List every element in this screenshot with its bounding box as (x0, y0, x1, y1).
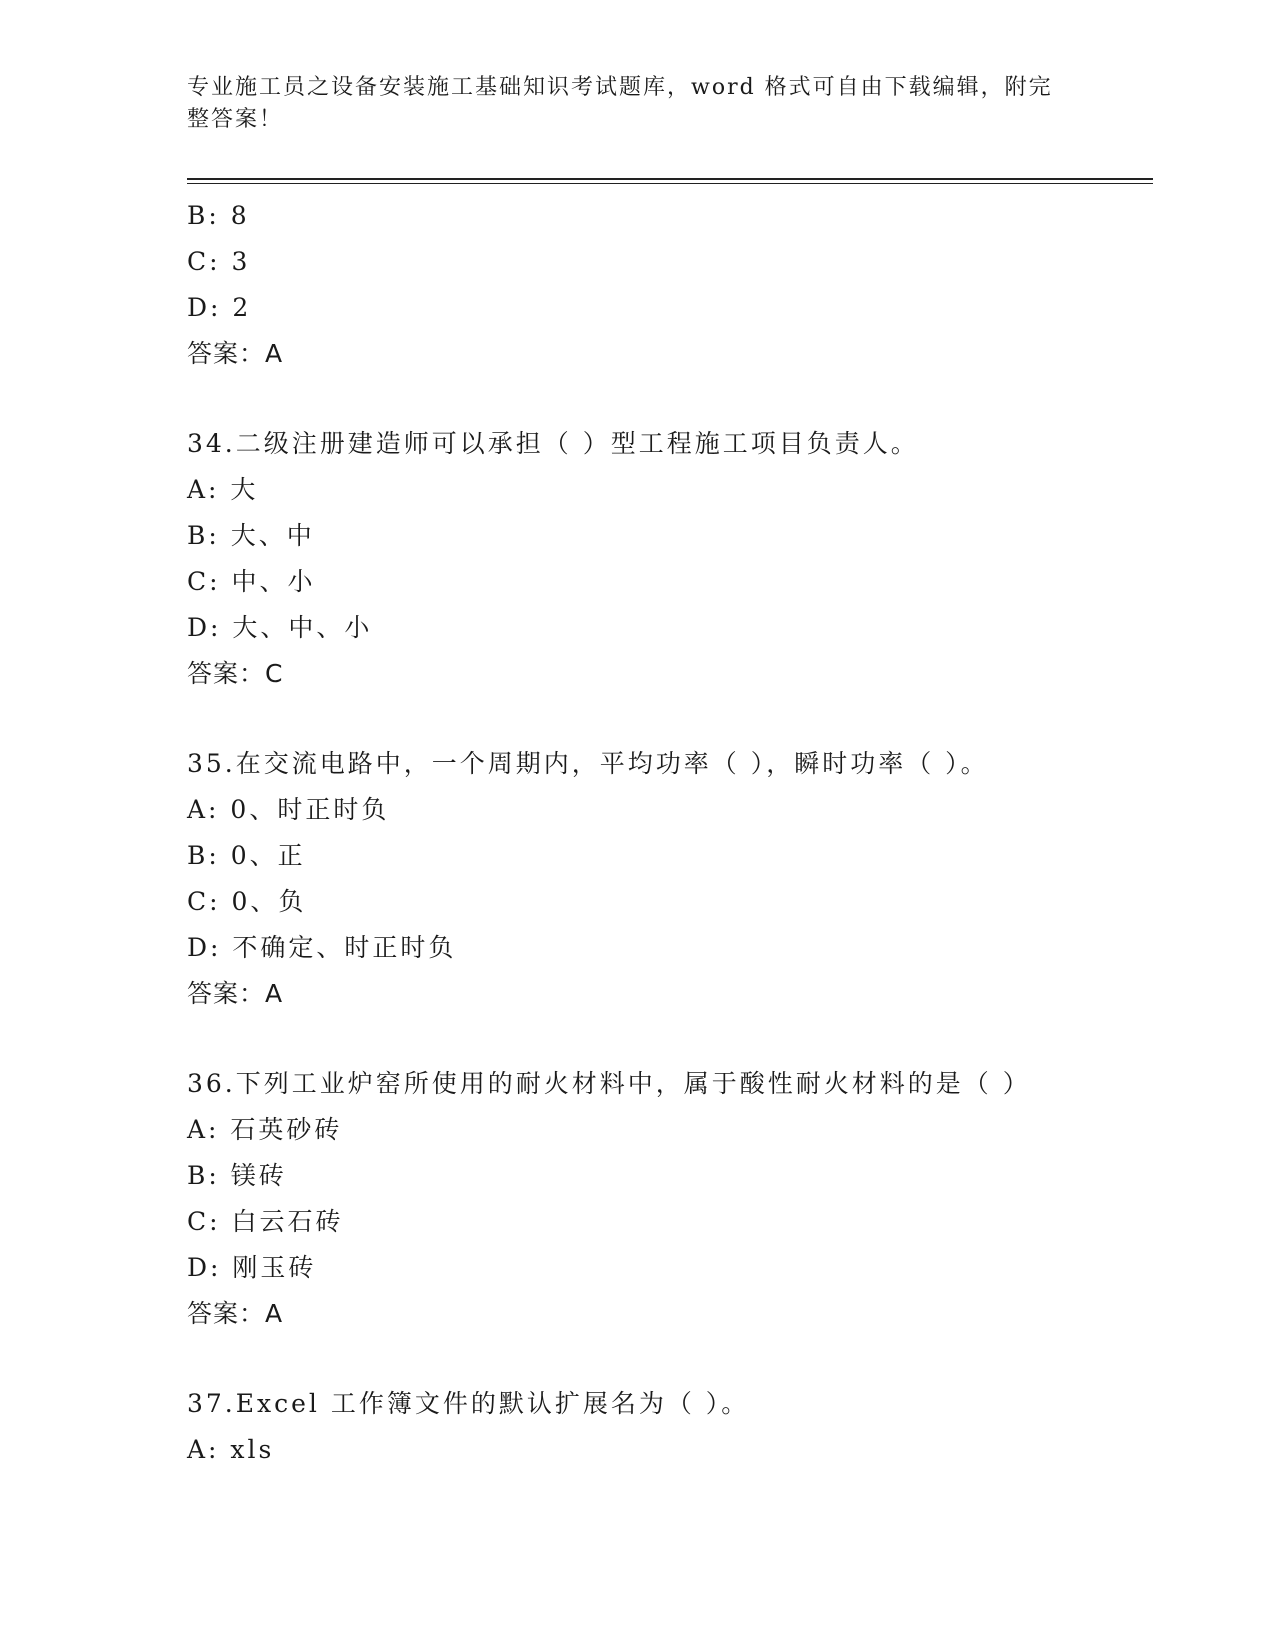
option-d: D: 2 (187, 293, 252, 322)
option-b: B: 镁砖 (187, 1161, 287, 1190)
question-stem: 35.在交流电路中，一个周期内，平均功率（ ），瞬时功率（ ）。 (187, 749, 989, 778)
question-34 (187, 421, 1153, 697)
option-a: A: 0、时正时负 (187, 795, 390, 824)
option-d: D: 不确定、时正时负 (187, 933, 457, 962)
question-stem: 34.二级注册建造师可以承担（ ）型工程施工项目负责人。 (187, 429, 919, 458)
question-35 (187, 741, 1153, 1017)
answer: 答案：A (187, 1299, 284, 1328)
question-stem: 36.下列工业炉窑所使用的耐火材料中，属于酸性耐火材料的是（ ） (187, 1069, 1031, 1098)
option-b: B: 大、中 (187, 521, 315, 550)
option-a: A: 石英砂砖 (187, 1115, 343, 1144)
option-c: C: 3 (187, 247, 251, 276)
option-b: B: 8 (187, 201, 250, 230)
option-b: B: 0、正 (187, 841, 306, 870)
question-stem: 37.Excel 工作簿文件的默认扩展名为（ ）。 (187, 1389, 750, 1418)
question-33 (187, 193, 1153, 377)
question-37 (187, 1381, 1153, 1473)
option-a: A: xls (187, 1435, 275, 1464)
option-d: D: 刚玉砖 (187, 1253, 317, 1282)
option-c: C: 白云石砖 (187, 1207, 344, 1236)
header-rule-thick (187, 178, 1153, 180)
answer: 答案：A (187, 979, 284, 1008)
answer: 答案：A (187, 339, 284, 368)
header-rule-thin (187, 183, 1153, 184)
answer: 答案：C (187, 659, 284, 688)
question-36 (187, 1061, 1153, 1337)
question-list (187, 193, 1153, 1473)
document-header: 专业施工员之设备安装施工基础知识考试题库，word 格式可自由下载编辑，附完整答案！ (187, 75, 1053, 132)
option-c: C: 中、小 (187, 567, 316, 596)
option-a: A: 大 (187, 475, 259, 504)
option-c: C: 0、负 (187, 887, 307, 916)
option-d: D: 大、中、小 (187, 613, 373, 642)
